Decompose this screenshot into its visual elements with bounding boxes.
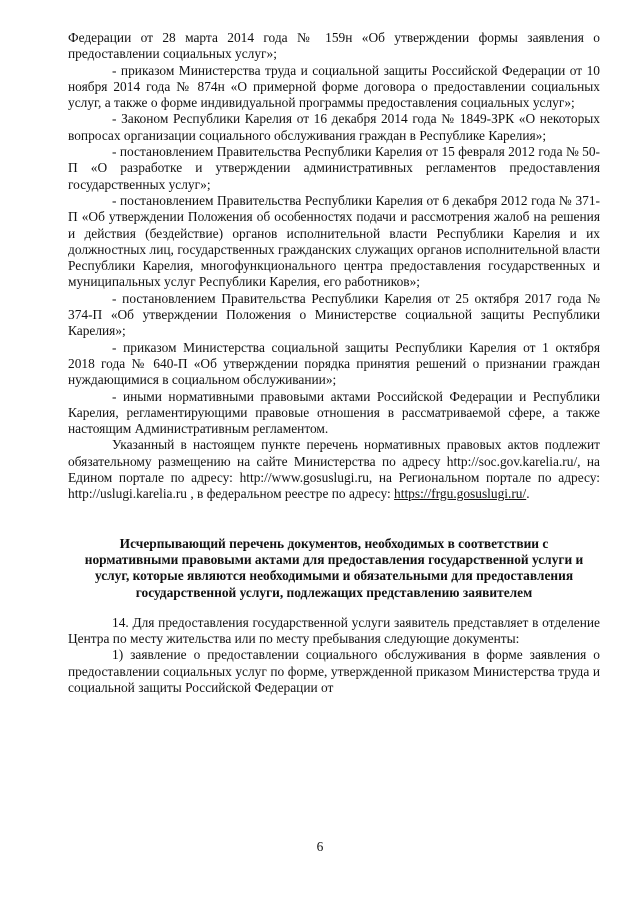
page-number: 6 xyxy=(316,839,324,854)
paragraph-law-1849: - Законом Республики Карелия от 16 декабря 2014 года № 1849-ЗРК «О некоторых вопросах организации социального обслуживания граждан в Республике Карелия»; xyxy=(68,111,600,143)
section-heading: Исчерпывающий перечень документов, необходимых в соответствии с нормативными правовыми актами для предоставления государственной услуги и услуг, которые являются необходимыми и обязательными для предоставления государственной услуги, подлежащих представлению заявителем xyxy=(84,535,584,600)
paragraph-resolution-374p: - постановлением Правительства Республики Карелия от 25 октября 2017 года № 374-П «Об утверждении Положения о Министерстве социальной защиты Республики Карелия»; xyxy=(68,290,600,339)
spacer xyxy=(68,503,600,536)
paragraph-continuation: Федерации от 28 марта 2014 года № 159н «Об утверждении формы заявления о предоставлении социальных услуг»; xyxy=(68,30,600,62)
paragraph-item-14-1: 1) заявление о предоставлении социального обслуживания в форме заявления о предоставлении социальных услуг по форме, утвержденной приказом Министерства труда и социальной защиты Российской Федерации от xyxy=(68,647,600,695)
spacer xyxy=(68,601,600,615)
paragraph-publication xyxy=(68,437,600,502)
publication-end: . xyxy=(526,486,530,502)
paragraph-item-14: 14. Для предоставления государственной услуги заявитель представляет в отделение Центра по месту жительства или по месту пребывания следующие документы: xyxy=(68,614,600,647)
paragraph-order-874n: - приказом Министерства труда и социальной защиты Российской Федерации от 10 ноября 2014 года № 874н «О примерной форме договора о предоставлении социальных услуг, а также о форме индивидуальной программы предоставления социальных услуг»; xyxy=(68,62,600,111)
paragraph-resolution-50p: - постановлением Правительства Республики Карелия от 15 февраля 2012 года № 50-П «О разработке и утверждении административных регламентов предоставления государственных услуг»; xyxy=(68,144,600,192)
paragraph-resolution-371p: - постановлением Правительства Республики Карелия от 6 декабря 2012 года № 371-П «Об утверждении Положения об особенностях подачи и рассмотрения жалоб на решения и действия (бездействие) органов исполнительной власти Республики Карелия и их должностных лиц, государственных гражданских служащих органов исполнительной власти Республики Карелия, многофункционального центра предоставления государственных и муниципальных услуг Республики Карелия, его работников»; xyxy=(68,192,600,290)
frgu-link[interactable]: https://frgu.gosuslugi.ru/ xyxy=(394,486,527,502)
publication-text: Указанный в настоящем пункте перечень нормативных правовых актов подлежит обязательному размещению на сайте Министерства по адресу http://soc.gov.karelia.ru/, на Едином портале по адресу: http://www.gosuslugi.ru, на Региональном портале по адресу: http://uslugi.karelia.ru , в федеральном реестре по адресу: xyxy=(68,437,600,502)
paragraph-order-640p: - приказом Министерства социальной защиты Республики Карелия от 1 октября 2018 года № 640-П «Об утверждении порядка принятия решений о признании граждан нуждающимися в социальном обслуживании»; xyxy=(68,339,600,388)
paragraph-other-acts: - иными нормативными правовыми актами Российской Федерации и Республики Карелия, регламентирующими правовые отношения в рассматриваемой сфере, а также настоящим Административным регламентом. xyxy=(68,388,600,437)
document-page xyxy=(68,30,600,696)
